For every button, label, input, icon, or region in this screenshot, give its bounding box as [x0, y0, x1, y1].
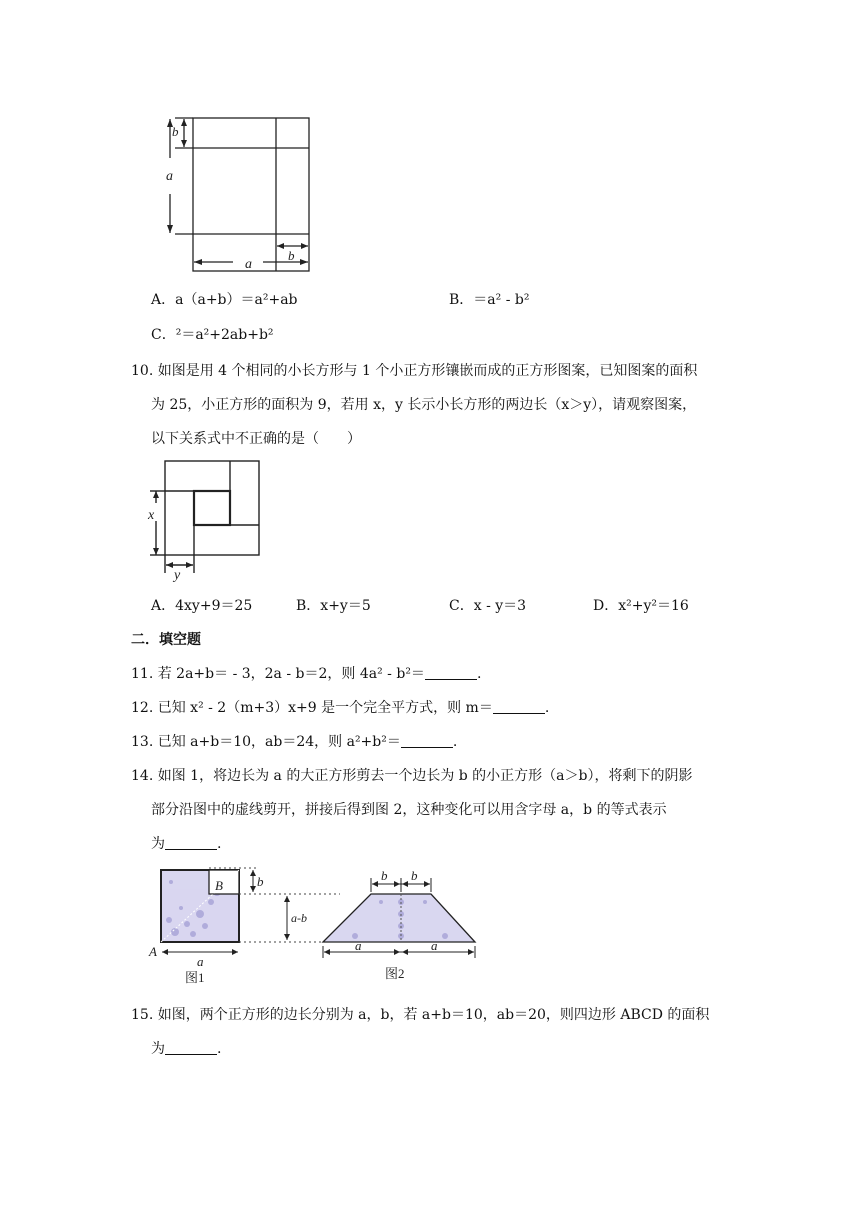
q13: 13. 已知 a+b＝10，ab＝24，则 a²+b²＝ .: [131, 734, 458, 750]
q14-line1: 14. 如图 1，将边长为 a 的大正方形剪去一个边长为 b 的小正方形（a＞b），将剩下的阴影: [131, 768, 693, 784]
q11: 11. 若 2a+b＝ - 3，2a - b＝2，则 4a² - b²＝ .: [131, 666, 482, 682]
q14-label-amb: a-b: [291, 911, 307, 925]
q14-label-A: A: [149, 944, 157, 959]
q13-answer-blank[interactable]: [401, 733, 453, 748]
section2-title: 二．填空题: [131, 632, 201, 648]
q10-option-d: D．x²+y²＝16: [593, 598, 689, 614]
q9-label-a-vertical: a: [166, 169, 173, 184]
q9-label-b-horizontal: b: [288, 248, 295, 263]
q14-label-a2a: a: [355, 938, 362, 953]
q9-option-a: A．a（a+b）＝a²+ab: [151, 292, 298, 308]
q12-answer-blank[interactable]: [493, 699, 545, 714]
q10-label-y: y: [174, 568, 181, 583]
q14-label-b2a: b: [381, 868, 388, 883]
q14-caption1: 图1: [185, 970, 205, 985]
q14-label-b1: b: [257, 874, 264, 889]
q10-label-x: x: [148, 508, 155, 523]
q10-option-b: B．x+y＝5: [296, 598, 371, 614]
q14-line2: 部分沿图中的虚线剪开，拼接后得到图 2，这种变化可以用含字母 a，b 的等式表示: [151, 802, 667, 818]
q15-line2: 为 .: [151, 1041, 222, 1057]
q9-label-b-vertical: b: [172, 124, 179, 139]
q10-line2: 为 25，小正方形的面积为 9，若用 x，y 长示小长方形的两边长（x＞y），请观察图案，: [151, 397, 697, 413]
q14-line3: 为 .: [151, 836, 222, 852]
q14-caption2: 图2: [385, 966, 405, 981]
q14-label-a1: a: [197, 954, 204, 969]
q14-label-B: B: [215, 878, 223, 893]
q9-option-c: C．²＝a²+2ab+b²: [151, 327, 274, 343]
q14-figure: [145, 862, 480, 987]
q12: 12. 已知 x² - 2（m+3）x+9 是一个完全平方式，则 m＝ .: [131, 700, 550, 716]
q14-label-a2b: a: [431, 938, 438, 953]
q14-answer-blank[interactable]: [165, 835, 217, 850]
q10-line1: 10. 如图是用 4 个相同的小长方形与 1 个小正方形镶嵌而成的正方形图案，已知图案的面积: [131, 363, 698, 379]
q10-figure: [140, 455, 270, 585]
q9-option-b: B．＝a² - b²: [449, 292, 530, 308]
q9-label-a-horizontal: a: [245, 257, 252, 272]
q15-answer-blank[interactable]: [165, 1040, 217, 1055]
q10-line3: 以下关系式中不正确的是（ ）: [151, 431, 361, 447]
q11-answer-blank[interactable]: [425, 665, 477, 680]
q10-option-a: A．4xy+9＝25: [151, 598, 253, 614]
q10-small-square: [194, 491, 230, 525]
q10-option-c: C．x - y＝3: [449, 598, 527, 614]
q14-label-b2b: b: [411, 868, 418, 883]
q9-figure: [145, 108, 320, 278]
q15-line1: 15. 如图，两个正方形的边长分别为 a，b，若 a+b＝10，ab＝20，则四边形 ABCD 的面积: [131, 1007, 710, 1023]
